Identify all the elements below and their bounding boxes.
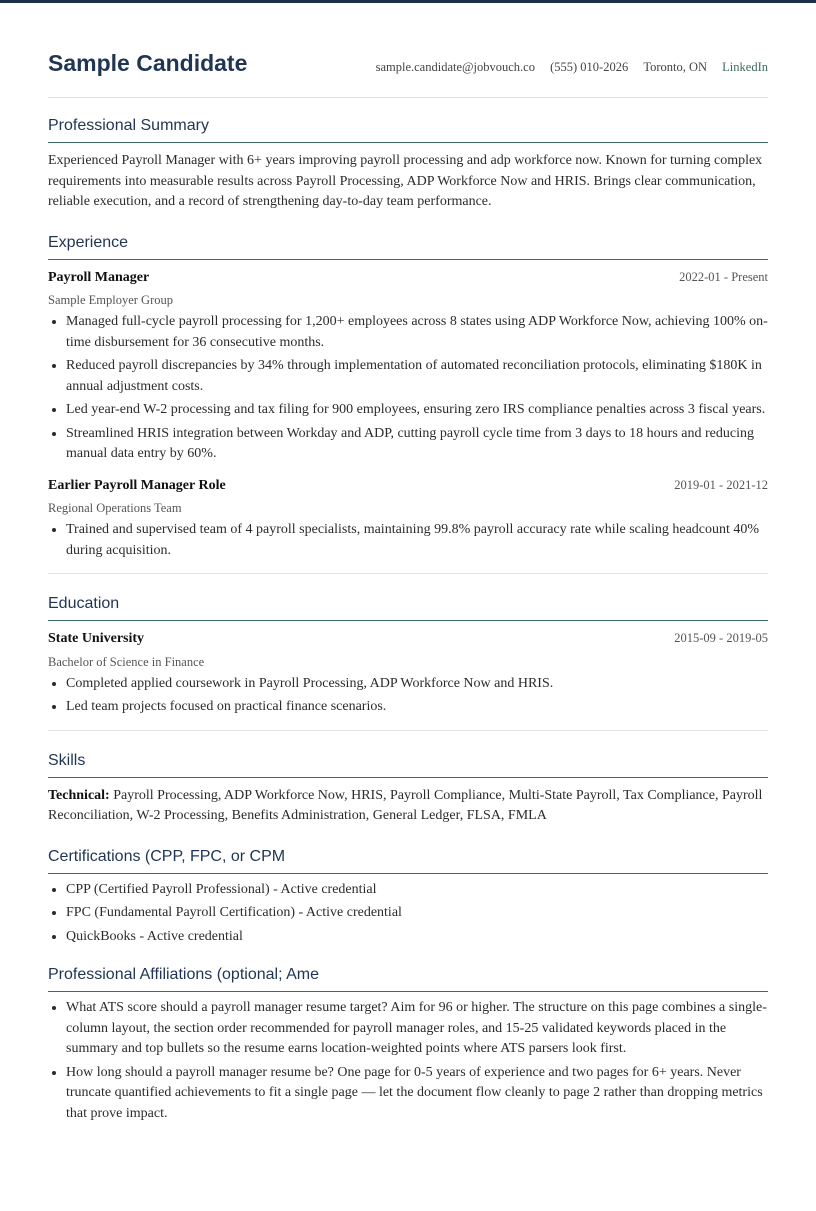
contact-info (364, 58, 768, 76)
affiliations-section (48, 965, 768, 1124)
list-item: • What ATS score should a payroll manager resume target? Aim for 96 or higher. The structure on this page combines a single-column layout, the section order recommended for payroll manager roles, and 15-25 validated keywords placed in the summary and top bullets so the resume earns location-weighted points where ATS parsers look first. (66, 998, 768, 1060)
experience-section (48, 233, 768, 562)
list-item: • Trained and supervised team of 4 payroll specialists, maintaining 99.8% payroll accuracy rate while scaling headcount 40% during acquisition. (66, 520, 768, 561)
phone-text: (555) 010-2026 (550, 60, 629, 74)
job-entry (48, 475, 768, 562)
experience-title: Experience (48, 233, 768, 260)
job-entry (48, 267, 768, 465)
skills-section (48, 751, 768, 827)
list-item: • How long should a payroll manager resume be? One page for 0-5 years of experience and two pages for 6+ years. Never truncate quantified achievements to fit a single page — let the document flow cleanly to page 2 rather than dropping metrics that prove impact. (66, 1063, 768, 1125)
job-role: Earlier Payroll Manager Role (48, 477, 226, 493)
list-item: • QuickBooks - Active credential (66, 927, 768, 948)
list-item: • Streamlined HRIS integration between Workday and ADP, cutting payroll cycle time from 3 days to 18 hours and reducing manual data entry by 60%. (66, 424, 768, 465)
skills-label: Technical: (48, 787, 110, 803)
list-item: • Completed applied coursework in Payroll Processing, ADP Workforce Now and HRIS. (66, 674, 768, 695)
education-dates: 2015-09 - 2019-05 (674, 631, 768, 645)
education-header (48, 628, 768, 650)
certifications-list (48, 880, 768, 948)
resume-header (48, 0, 768, 98)
skills-title: Skills (48, 751, 768, 778)
affiliations-title: Professional Affiliations (optional; Ame (48, 965, 768, 992)
job-header (48, 475, 768, 497)
section-divider (48, 573, 768, 574)
education-bullets (48, 674, 768, 718)
certifications-section (48, 847, 768, 948)
skills-text (48, 786, 768, 827)
list-item: • Reduced payroll discrepancies by 34% through implementation of automated reconciliation protocols, eliminating $180K in annual adjustment costs. (66, 356, 768, 397)
affiliations-list (48, 998, 768, 1124)
degree-text: Bachelor of Science in Finance (48, 654, 205, 669)
linkedin-link[interactable]: LinkedIn (722, 60, 768, 74)
list-item: • Led year-end W-2 processing and tax filing for 900 employees, ensuring zero IRS compliance penalties across 3 fiscal years. (66, 400, 768, 421)
skills-list: Payroll Processing, ADP Workforce Now, HRIS, Payroll Compliance, Multi-State Payroll, Tax Compliance, Payroll Reconciliation, W-2 Processing, Benefits Administration, General Ledger, FLSA, FMLA (48, 787, 763, 823)
job-dates: 2022-01 - Present (679, 269, 768, 284)
list-item: • FPC (Fundamental Payroll Certification) - Active credential (66, 903, 768, 924)
education-title: Education (48, 594, 768, 621)
job-org: Regional Operations Team (48, 501, 182, 515)
school-name: State University (48, 631, 145, 646)
section-divider (48, 730, 768, 731)
job-role: Payroll Manager (48, 269, 150, 285)
summary-title: Professional Summary (48, 116, 768, 143)
certifications-title: Certifications (CPP, FPC, or CPM (48, 847, 768, 874)
location-text: Toronto, ON (643, 60, 708, 74)
summary-text: Experienced Payroll Manager with 6+ years improving payroll processing and adp workforce now. Known for turning complex requirements into measurable results across Payroll Processing, ADP Workforce Now and HRIS. Brings clear communication, reliable execution, and a record of strengthening day-to-day team performance. (48, 153, 763, 209)
job-org: Sample Employer Group (48, 293, 173, 307)
job-bullets (48, 520, 768, 561)
job-dates: 2019-01 - 2021-12 (674, 477, 768, 492)
list-item: • Led team projects focused on practical finance scenarios. (66, 697, 768, 718)
resume-page (48, 0, 768, 1127)
job-header (48, 267, 768, 289)
list-item: • CPP (Certified Payroll Professional) - Active credential (66, 880, 768, 901)
email-text[interactable]: sample.candidate@jobvouch.co (375, 60, 535, 74)
education-section (48, 594, 768, 718)
list-item: • Managed full-cycle payroll processing for 1,200+ employees across 8 states using ADP Workforce Now, achieving 100% on-time disbursement for 36 consecutive months. (66, 312, 768, 353)
candidate-name: Sample Candidate (48, 50, 248, 76)
summary-section (48, 116, 768, 213)
job-bullets (48, 312, 768, 465)
